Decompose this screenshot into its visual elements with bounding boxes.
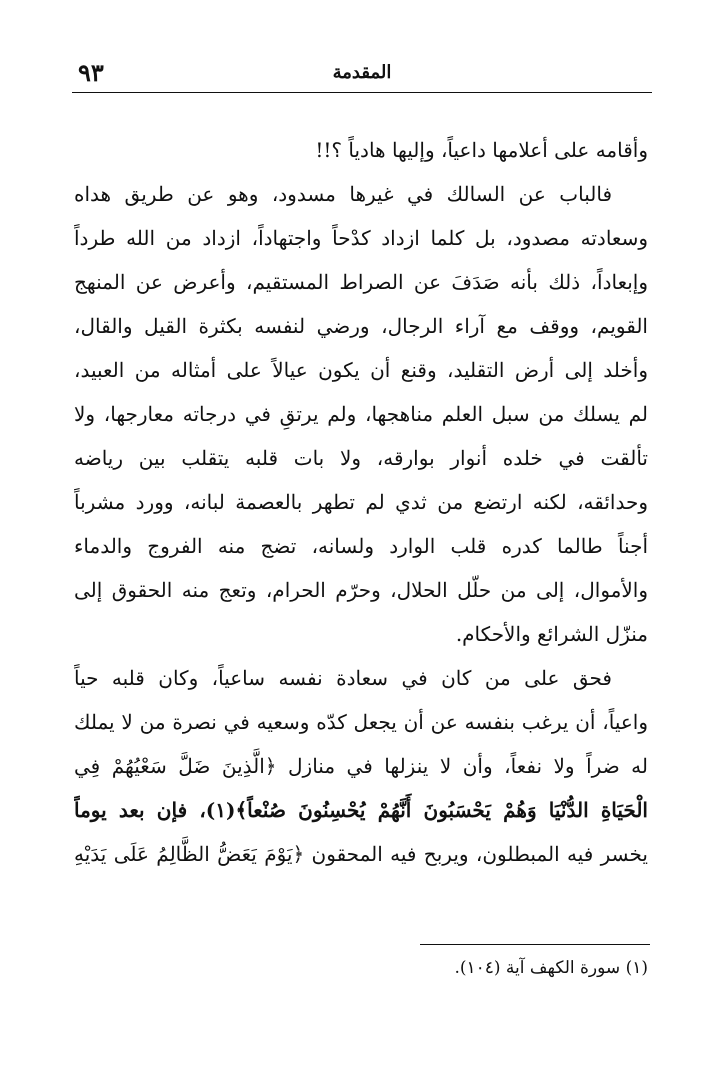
text-line: منزّل الشرائع والأحكام. [455,622,648,646]
text-line: أجناً طالما كدره قلب الوارد ولسانه، تضج منه الفروج والدماء [74,534,648,558]
header-divider [72,92,652,93]
footnote-divider [420,944,650,945]
page-header [72,58,652,90]
text-line: يخسر فيه المبطلون، ويربح فيه المحقون ﴿يَوْمَ يَعَضُّ الظَّالِمُ عَلَى يَدَيْهِ [74,842,648,866]
page-number: ٩٣ [78,58,104,87]
text-line: تألقت في خلده أنوار بوارقه، ولا بات قلبه يتقلب بين رياضه [74,446,648,470]
text-line: وأخلد إلى أرض التقليد، وقنع أن يكون عيالاً على أمثاله من العبيد، [74,358,648,382]
text-line: وحدائقه، لكنه ارتضع من ثدي لم تطهر بالعصمة لبانه، وورد مشرباً [74,490,648,514]
chapter-title: المقدمة [332,62,392,83]
body-text [74,128,648,876]
text-line: وأقامه على أعلامها داعياً، وإليها هادياً ؟!! [315,138,648,162]
text-line: وإبعاداً، ذلك بأنه صَدَفَ عن الصراط المستقيم، وأعرض عن المنهج [74,270,648,294]
quran-verse-line: الْحَيَاةِ الدُّنْيَا وَهُمْ يَحْسَبُونَ أَنَّهُمْ يُحْسِنُونَ صُنْعاً﴾(١)، فإن بعد يوماً [74,798,648,822]
text-line: وسعادته مصدود، بل كلما ازداد كدْحاً واجتهاداً، ازداد من الله طرداً [74,226,648,250]
text-line: واعياً، أن يرغب بنفسه عن أن يجعل كدّه وسعيه في نصرة من لا يملك [74,710,648,734]
text-line: فحق على من كان في سعادة نفسه ساعياً، وكان قلبه حياً [74,666,612,690]
text-line: فالباب عن السالك في غيرها مسدود، وهو عن طريق هداه [74,182,612,206]
text-line: والأموال، إلى من حلّل الحلال، وحرّم الحرام، وتعج منه الحقوق إلى [74,578,648,602]
footnote: (١) سورة الكهف آية (١٠٤). [454,958,648,978]
text-line: لم يسلك من سبل العلم مناهجها، ولم يرتقِ في درجاته معارجها، ولا [74,402,648,426]
text-line: له ضراً ولا نفعاً، وأن لا ينزلها في منازل ﴿الَّذِينَ ضَلَّ سَعْيُهُمْ فِي [74,754,648,778]
text-line: القويم، ووقف مع آراء الرجال، ورضي لنفسه بكثرة القيل والقال، [74,314,648,338]
